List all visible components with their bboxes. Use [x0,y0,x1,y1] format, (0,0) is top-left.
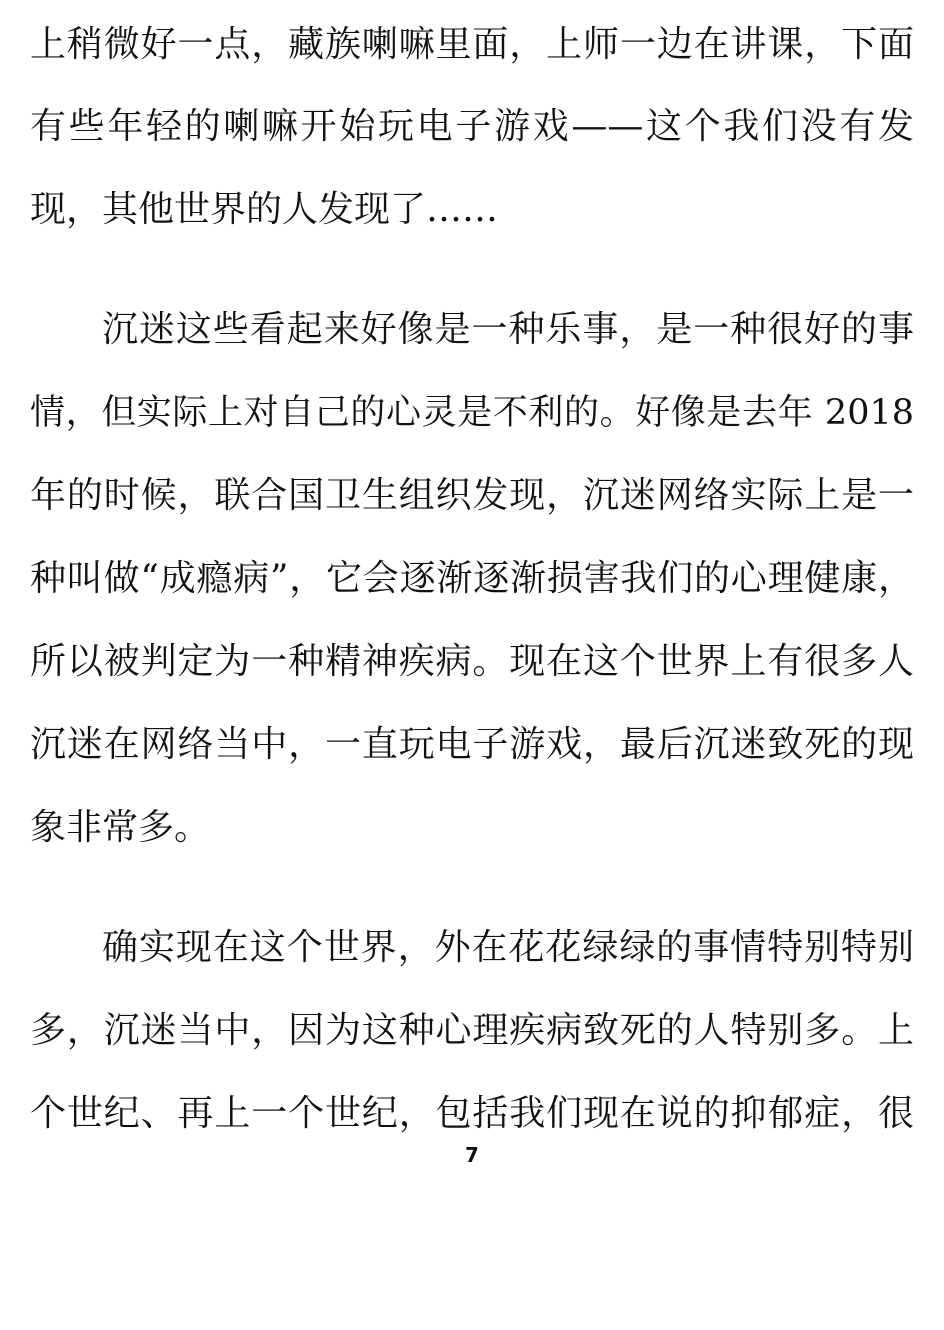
page-number: 7 [465,1143,479,1167]
text-line: 确实现在这个世界，外在花花绿绿的事情特别特别 [102,927,914,968]
text-line: 多，沉迷当中，因为这种心理疾病致死的人特别多。上 [30,1010,914,1051]
text-line: 种叫做“成瘾病”，它会逐渐逐渐损害我们的心理健康， [30,558,914,599]
text-line: 上稍微好一点，藏族喇嘛里面，上师一边在讲课，下面 [30,24,914,65]
text-line: 个世纪、再上一个世纪，包括我们现在说的抑郁症，很 [30,1093,914,1134]
text-line: 沉迷这些看起来好像是一种乐事，是一种很好的事 [102,309,914,350]
text-line: 情，但实际上对自己的心灵是不利的。好像是去年 2018 [30,393,914,433]
text-line: 有些年轻的喇嘛开始玩电子游戏——这个我们没有发 [30,106,914,147]
text-line: 沉迷在网络当中，一直玩电子游戏，最后沉迷致死的现 [30,724,914,765]
text-line: 所以被判定为一种精神疾病。现在这个世界上有很多人 [30,641,914,682]
text-line: 象非常多。 [30,807,211,848]
text-line: 现，其他世界的人发现了…… [30,189,499,230]
text-line: 年的时候，联合国卫生组织发现，沉迷网络实际上是一 [30,475,914,516]
